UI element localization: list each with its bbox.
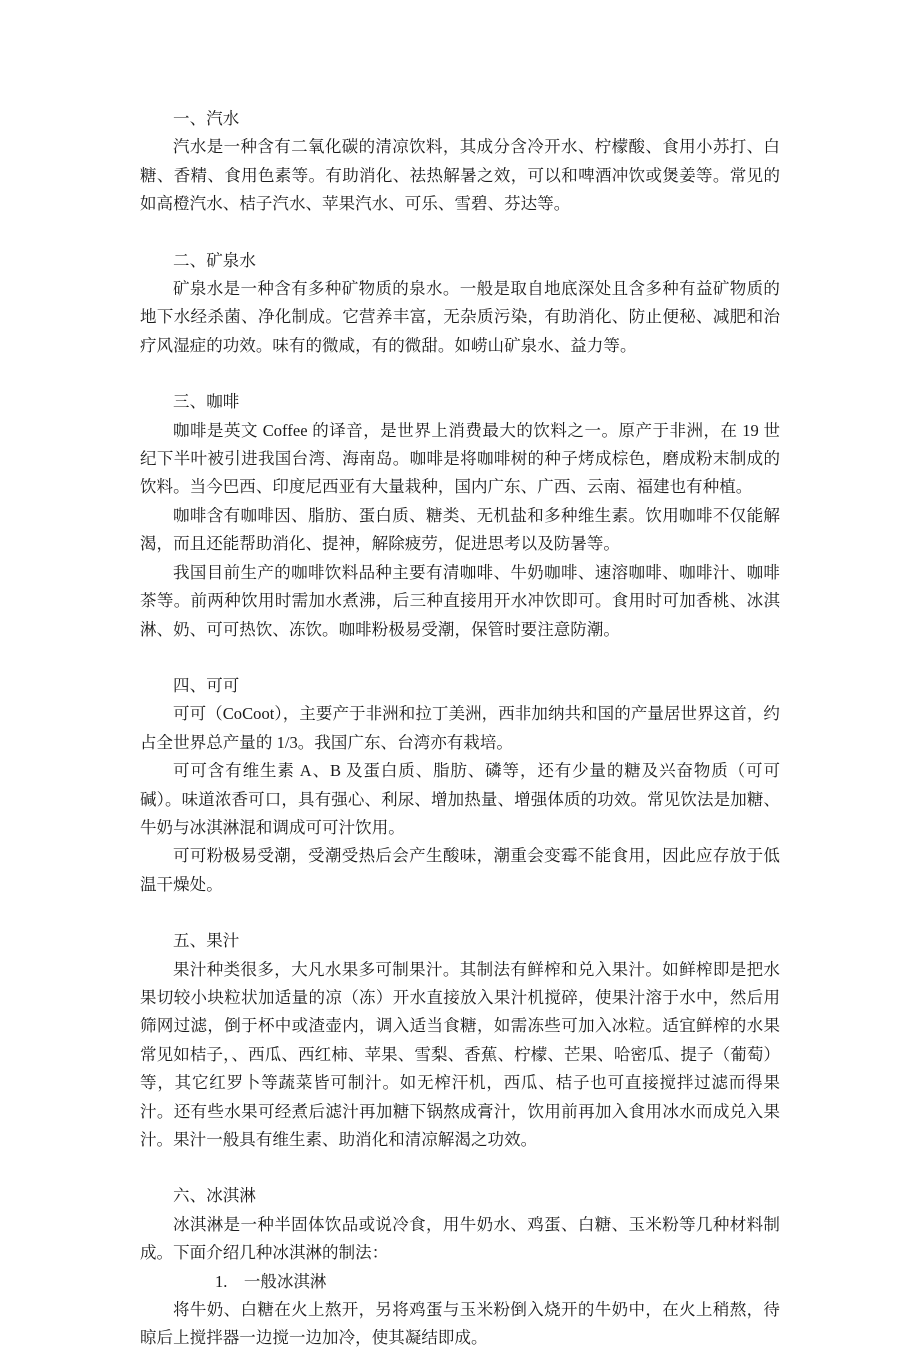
section-paragraph: 我国目前生产的咖啡饮料品种主要有清咖啡、牛奶咖啡、速溶咖啡、咖啡汁、咖啡茶等。前两种饮用时需加水煮沸，后三种直接用开水冲饮即可。食用时可加香桃、冰淇淋、奶、可可热饮、冻饮。咖啡粉极易受潮，保管时要注意防潮。 xyxy=(140,562,780,639)
section-kuangquanshui xyxy=(140,247,780,361)
section-paragraph: 可可（CoCoot），主要产于非洲和拉丁美洲，西非加纳共和国的产量居世界这首，约占全世界总产量的 1/3。我国广东、台湾亦有栽培。 xyxy=(140,704,780,752)
section-bingqilin xyxy=(140,1182,780,1352)
section-qishui xyxy=(140,105,780,219)
section-heading: 五、果汁 xyxy=(173,931,240,951)
section-heading: 二、矿泉水 xyxy=(173,250,256,270)
section-paragraph: 咖啡是英文 Coffee 的译音，是世界上消费最大的饮料之一。原产于非洲，在 19 世纪下半叶被引进我国台湾、海南岛。咖啡是将咖啡树的种子烤成棕色，磨成粉末制成的饮料。当今巴西、印度尼西亚有大量栽种，国内广东、广西、云南、福建也有种植。 xyxy=(140,420,780,497)
section-keke xyxy=(140,672,780,899)
section-heading: 三、咖啡 xyxy=(173,392,240,412)
section-paragraph: 可可粉极易受潮，受潮受热后会产生酸味，潮重会变霉不能食用，因此应存放于低温干燥处。 xyxy=(140,846,780,894)
section-guozhi xyxy=(140,927,780,1154)
section-paragraph: 果汁种类很多，大凡水果多可制果汁。其制法有鲜榨和兑入果汁。如鲜榨即是把水果切较小块粒状加适量的凉（冻）开水直接放入果汁机搅碎，使果汁溶于水中，然后用筛网过滤，倒于杯中或渣壶内，调入适当食糖，如需冻些可加入冰粒。适宜鲜榨的水果常见如桔子，、西瓜、西红柿、苹果、雪梨、香蕉、柠檬、芒果、哈密瓜、提子（葡萄）等，其它红罗卜等蔬菜皆可制汁。如无榨汗机，西瓜、桔子也可直接搅拌过滤而得果汁。还有些水果可经煮后滤汁再加糖下锅熬成膏汁，饮用前再加入食用冰水而成兑入果汁。果汁一般具有维生素、助消化和清凉解渴之功效。 xyxy=(140,959,780,1149)
section-paragraph: 咖啡含有咖啡因、脂肪、蛋白质、糖类、无机盐和多种维生素。饮用咖啡不仅能解渴，而且还能帮助消化、提神，解除疲劳，促进思考以及防暑等。 xyxy=(140,505,780,554)
list-item-number: 1. xyxy=(215,1271,228,1291)
section-heading: 四、可可 xyxy=(173,675,240,695)
section-paragraph: 矿泉水是一种含有多种矿物质的泉水。一般是取自地底深处且含多种有益矿物质的地下水经杀菌、净化制成。它营养丰富，无杂质污染，有助消化、防止便秘、减肥和治疗风湿症的功效。味有的微咸，有的微甜。如崂山矿泉水、益力等。 xyxy=(140,279,780,355)
section-heading: 一、汽水 xyxy=(173,109,240,128)
section-paragraph: 可可含有维生素 A、B 及蛋白质、脂肪、磷等，还有少量的糖及兴奋物质（可可碱）。味道浓香可口，具有强心、利尿、增加热量、增强体质的功效。常见饮法是加糖、牛奶与冰淇淋混和调成可可汁饮用。 xyxy=(140,761,780,837)
section-paragraph: 将牛奶、白糖在火上熬开，另将鸡蛋与玉米粉倒入烧开的牛奶中，在火上稍熬，待晾后上搅拌器一边搅一边加冷，使其凝结即成。 xyxy=(140,1300,780,1348)
list-item-label: 一般冰淇淋 xyxy=(243,1271,327,1291)
document-body xyxy=(140,105,780,1353)
numbered-list-item xyxy=(140,1268,780,1296)
section-heading: 六、冰淇淋 xyxy=(173,1186,256,1206)
section-paragraph: 汽水是一种含有二氧化碳的清凉饮料，其成分含冷开水、柠檬酸、食用小苏打、白糖、香精、食用色素等。有助消化、祛热解暑之效，可以和啤酒冲饮或煲姜等。常见的如高橙汽水、桔子汽水、苹果汽水、可乐、雪碧、芬达等。 xyxy=(140,137,780,214)
section-paragraph: 冰淇淋是一种半固体饮品或说冷食，用牛奶水、鸡蛋、白糖、玉米粉等几种材料制成。下面介绍几种冰淇淋的制法： xyxy=(140,1214,780,1263)
section-kafei xyxy=(140,388,780,644)
